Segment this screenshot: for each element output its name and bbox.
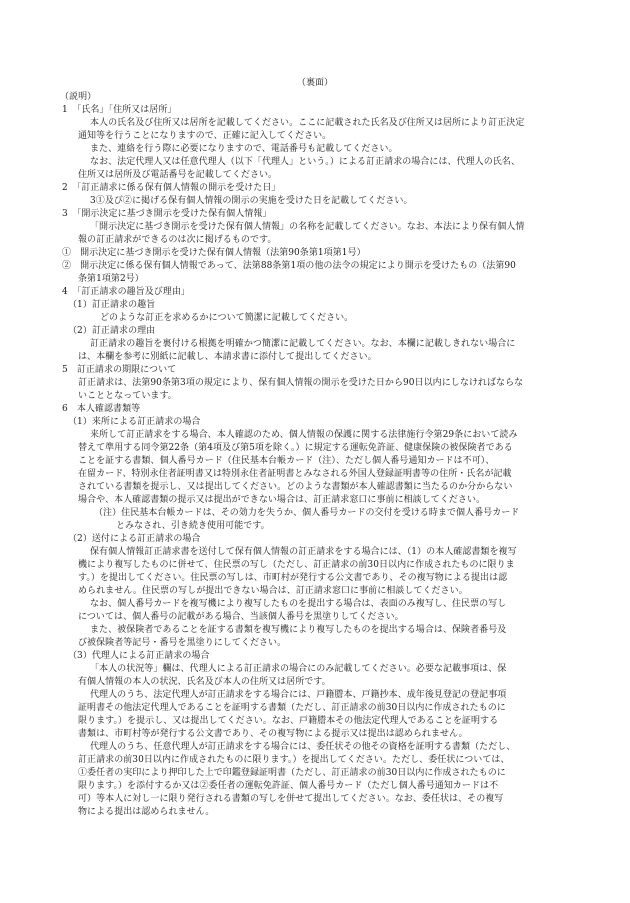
text-line: また、連絡を行う際に必要になりますので、電話番号も記載してください。 — [90, 144, 398, 154]
text-line: 来所して訂正請求をする場合、本人確認のため、個人情報の保護に関する法律施行令第29条において読み — [90, 430, 518, 440]
item-heading-1: 1 「氏名」「住所又は居所」 — [62, 105, 177, 115]
text-line: 保有個人情報訂正請求書を送付して保有個人情報の訂正請求をする場合には、（1）の本人確認書類を複写 — [90, 547, 517, 557]
sub-heading: （1）訂正請求の趣旨 — [68, 300, 156, 310]
text-line: は、本欄を参考に別紙に記載し、本請求書に添付して提出してください。 — [78, 352, 377, 362]
sub-heading: （3）代理人による訂正請求の場合 — [68, 651, 210, 661]
list-item-1: ① 開示決定に基づき開示を受けた保有個人情報（法第90条第1項第1号） — [62, 248, 366, 258]
text-line: 場合や、本人確認書類の提示又は提出ができない場合は、訂正請求窓口に事前に相談してください。 — [78, 495, 486, 505]
text-line: 代理人のうち、任意代理人が訂正請求をする場合には、委任状その他その資格を証明する書類（ただし、 — [90, 742, 516, 752]
text-line: す。）を提出してください。住民票の写しは、市町村が発行する公文書であり、その複写物による提出は認 — [78, 573, 508, 583]
note-line: とみなされ、引き続き使用可能です。 — [116, 521, 270, 531]
text-line: 「開示決定に基づき開示を受けた保有個人情報」の名称を記載してください。なお、本法により保有個人情 — [90, 222, 525, 232]
text-line: ①委任者の実印により押印した上で印鑑登録証明書（ただし、訂正請求の前30日以内に作成されたものに — [78, 768, 506, 778]
text-line: められません。住民票の写しが提出できない場合は、訂正請求窓口に事前に相談してください。 — [78, 586, 468, 596]
text-line: ことを証する書類、個人番号カード（住民基本台帳カード（注）、ただし個人番号通知カードは不可）、 — [78, 456, 495, 466]
text-line: なお、法定代理人又は任意代理人（以下「代理人」という。）による訂正請求の場合には、代理人の氏名、 — [90, 157, 520, 167]
text-line: また、被保険者であることを証する書類を複写機により複写したものを提出する場合は、保険者番号及 — [90, 625, 507, 635]
text-line: 訂正請求の趣旨を裏付ける根拠を明確かつ簡潔に記載してください。なお、本欄に記載しきれない場合に — [90, 339, 516, 349]
item-heading-4: 4 「訂正請求の趣旨及び理由」 — [62, 287, 190, 297]
text-line: 住所又は居所及び電話番号を記載してください。 — [78, 170, 278, 180]
note-line: （注）住民基本台帳カードは、その効力を失うか、個人番号カードの交付を受ける時まで個人番号カード — [94, 508, 520, 518]
item-heading-2: 2 「訂正請求に係る保有個人情報の開示を受けた日」 — [62, 183, 281, 193]
text-line: 訂正請求の前30日以内に作成されたものに限ります。）を提出してください。ただし、委任状については、 — [78, 755, 510, 765]
text-line: 条第1項第2号） — [78, 274, 144, 284]
text-line: び被保険者等記号・番号を黒塗りにしてください。 — [78, 638, 287, 648]
page-side-label: （裏面） — [296, 78, 334, 88]
sub-heading: （2）送付による訂正請求の場合 — [68, 534, 201, 544]
text-line: 本人の氏名及び住所又は居所を記載してください。ここに記載された氏名及び住所又は居所により訂正決定 — [90, 118, 525, 128]
text-line: 訂正請求は、法第90条第3項の規定により、保有個人情報の開示を受けた日から90日以内にしなければならな — [78, 378, 524, 388]
text-line: 証明書その他法定代理人であることを証明する書類（ただし、訂正請求の前30日以内に作成されたものに — [78, 703, 506, 713]
text-line: どのような訂正を求めるかについて簡潔に記載してください。 — [100, 313, 354, 323]
text-line: されている書類を提示し、又は提出してください。どのような書類が本人確認書類に当たるのか分からない — [78, 482, 513, 492]
text-line: 替えて準用する同令第22条（第4項及び第5項を除く。）に規定する運転免許証、健康保険の被保険者である — [78, 443, 513, 453]
item-heading-5: 5 訂正請求の期限について — [62, 365, 177, 375]
text-line: 有個人情報の本人の状況、氏名及び本人の住所又は居所です。 — [78, 677, 331, 687]
text-line: 書類は、市町村等が発行する公文書であり、その複写物による提示又は提出は認められません。 — [78, 729, 468, 739]
text-line: 物による提出は認められません。 — [78, 807, 215, 817]
text-line: 3①及び②に掲げる保有個人情報の開示の実施を受けた日を記載してください。 — [90, 196, 413, 206]
text-line: いこととなっています。 — [78, 391, 177, 401]
text-line: なお、個人番号カードを複写機により複写したものを提出する場合は、表面のみ複写し、住民票の写し — [90, 599, 507, 609]
text-line: 可）等本人に対し一に限り発行される書類の写しを併せて提出してください。なお、委任状は、その複写 — [78, 794, 504, 804]
text-line: 通知等を行うことになりますので、正確に記入してください。 — [78, 131, 332, 141]
text-line: については、個人番号の記載がある場合、当該個人番号を黒塗りしてください。 — [78, 612, 404, 622]
list-item-2: ② 開示決定に係る保有個人情報であって、法第88条第1項の他の法令の規定により開示を受けたもの（法第90 — [62, 261, 516, 271]
text-line: 限ります。）を提示し、又は提出してください。なお、戸籍謄本その他法定代理人であることを証明する — [78, 716, 499, 726]
text-line: 「本人の状況等」欄は、代理人による訂正請求の場合にのみ記載してください。必要な記載事項は、保 — [90, 664, 507, 674]
sub-heading: （2）訂正請求の理由 — [68, 326, 156, 336]
text-line: 在留カード、特別永住者証明書又は特別永住者証明書とみなされる外国人登録証明書等の住所・氏名が記載 — [78, 469, 512, 479]
item-heading-3: 3 「開示決定に基づき開示を受けた保有個人情報」 — [62, 209, 272, 219]
section-heading-explanation: （説明） — [60, 92, 97, 102]
sub-heading: （1）来所による訂正請求の場合 — [68, 417, 201, 427]
text-line: 代理人のうち、法定代理人が訂正請求をする場合には、戸籍謄本、戸籍抄本、成年後見登記の登記事項 — [90, 690, 507, 700]
item-heading-6: 6 本人確認書類等 — [62, 404, 141, 414]
text-line: 報の訂正請求ができるのは次に掲げるものです。 — [78, 235, 277, 245]
text-line: 機により複写したものに併せて、住民票の写し（ただし、訂正請求の前30日以内に作成されたものに限りま — [78, 560, 515, 570]
text-line: 限ります。）を添付するか又は②委任者の運転免許証、個人番号カード（ただし個人番号通知カードは不 — [78, 781, 499, 791]
